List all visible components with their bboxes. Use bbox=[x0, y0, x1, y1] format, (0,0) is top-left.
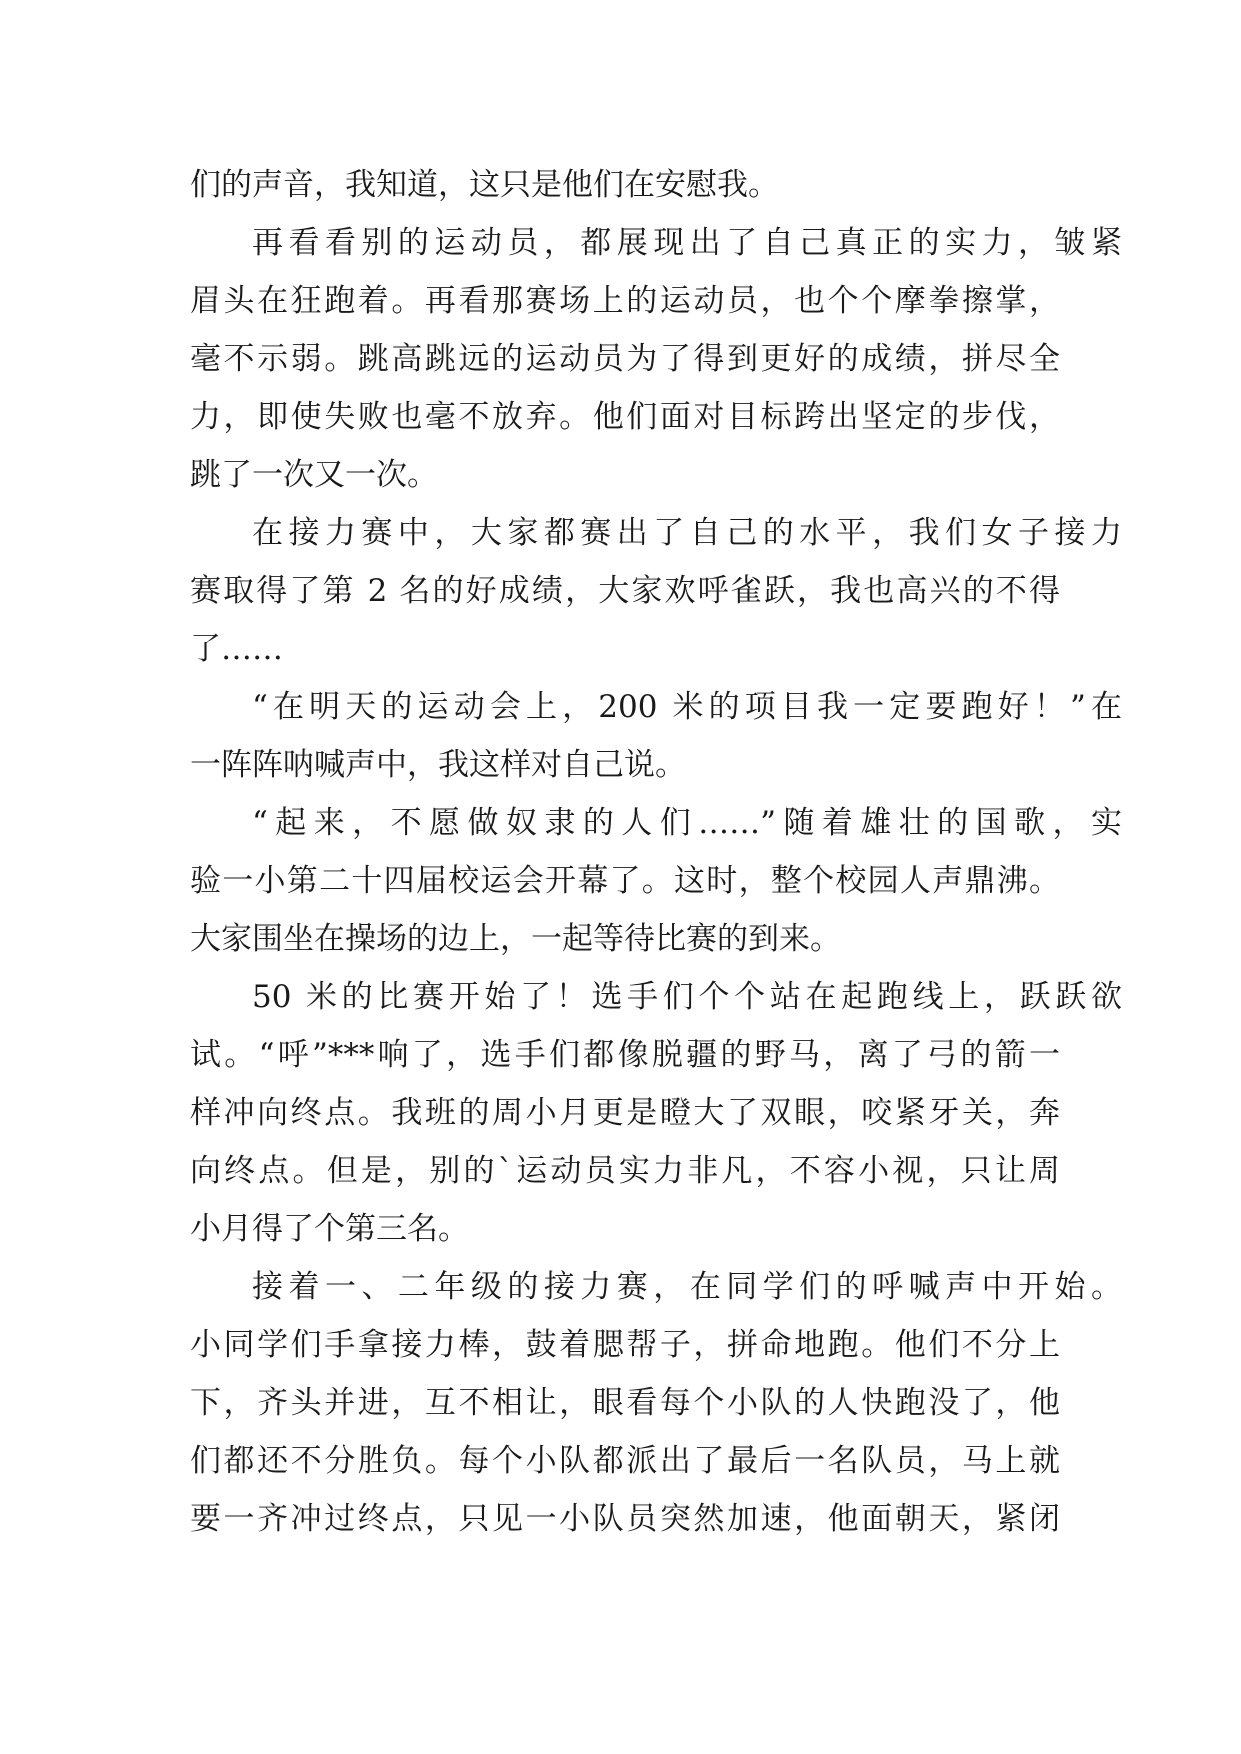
text-line: 试。“呼”***响了，选手们都像脱疆的野马，离了弓的箭一 bbox=[190, 1037, 1060, 1073]
text-line: 下，齐头并进，互不相让，眼看每个小队的人快跑没了，他 bbox=[190, 1385, 1060, 1421]
paragraph-first-line: “起来，不愿做奴隶的人们……”随着雄壮的国歌，实 bbox=[252, 805, 1122, 841]
text-line: 小月得了个第三名。 bbox=[190, 1211, 469, 1247]
text-line: 验一小第二十四届校运会开幕了。这时，整个校园人声鼎沸。 bbox=[190, 863, 1060, 899]
paragraph-first-line: 在接力赛中，大家都赛出了自己的水平，我们女子接力 bbox=[252, 515, 1122, 551]
text-line: 向终点。但是，别的`运动员实力非凡，不容小视，只让周 bbox=[190, 1153, 1060, 1189]
text-line: 大家围坐在操场的边上，一起等待比赛的到来。 bbox=[190, 921, 841, 957]
text-line: 跳了一次又一次。 bbox=[190, 457, 438, 493]
text-line: 眉头在狂跑着。再看那赛场上的运动员，也个个摩拳擦掌， bbox=[190, 283, 1060, 319]
text-line: 毫不示弱。跳高跳远的运动员为了得到更好的成绩，拼尽全 bbox=[190, 341, 1060, 377]
text-line: 小同学们手拿接力棒，鼓着腮帮子，拼命地跑。他们不分上 bbox=[190, 1327, 1060, 1363]
text-line: 了…… bbox=[190, 631, 283, 667]
paragraph-first-line: 再看看别的运动员，都展现出了自己真正的实力，皱紧 bbox=[252, 225, 1122, 261]
text-line: 们都还不分胜负。每个小队都派出了最后一名队员，马上就 bbox=[190, 1443, 1060, 1479]
text-line: 样冲向终点。我班的周小月更是瞪大了双眼，咬紧牙关，奔 bbox=[190, 1095, 1060, 1131]
body-text bbox=[190, 156, 1122, 1548]
text-line: 力，即使失败也毫不放弃。他们面对目标跨出坚定的步伐， bbox=[190, 399, 1060, 435]
paragraph-first-line: 50 米的比赛开始了！选手们个个站在起跑线上，跃跃欲 bbox=[252, 979, 1122, 1015]
text-line: 要一齐冲过终点，只见一小队员突然加速，他面朝天，紧闭 bbox=[190, 1501, 1060, 1537]
text-line: 一阵阵呐喊声中，我这样对自己说。 bbox=[190, 747, 686, 783]
text-line: 们的声音，我知道，这只是他们在安慰我。 bbox=[190, 167, 779, 203]
text-line: 赛取得了第 2 名的好成绩，大家欢呼雀跃，我也高兴的不得 bbox=[190, 573, 1060, 609]
paragraph-first-line: 接着一、二年级的接力赛，在同学们的呼喊声中开始。 bbox=[252, 1269, 1122, 1305]
paragraph-first-line: “在明天的运动会上，200 米的项目我一定要跑好！”在 bbox=[252, 689, 1122, 725]
